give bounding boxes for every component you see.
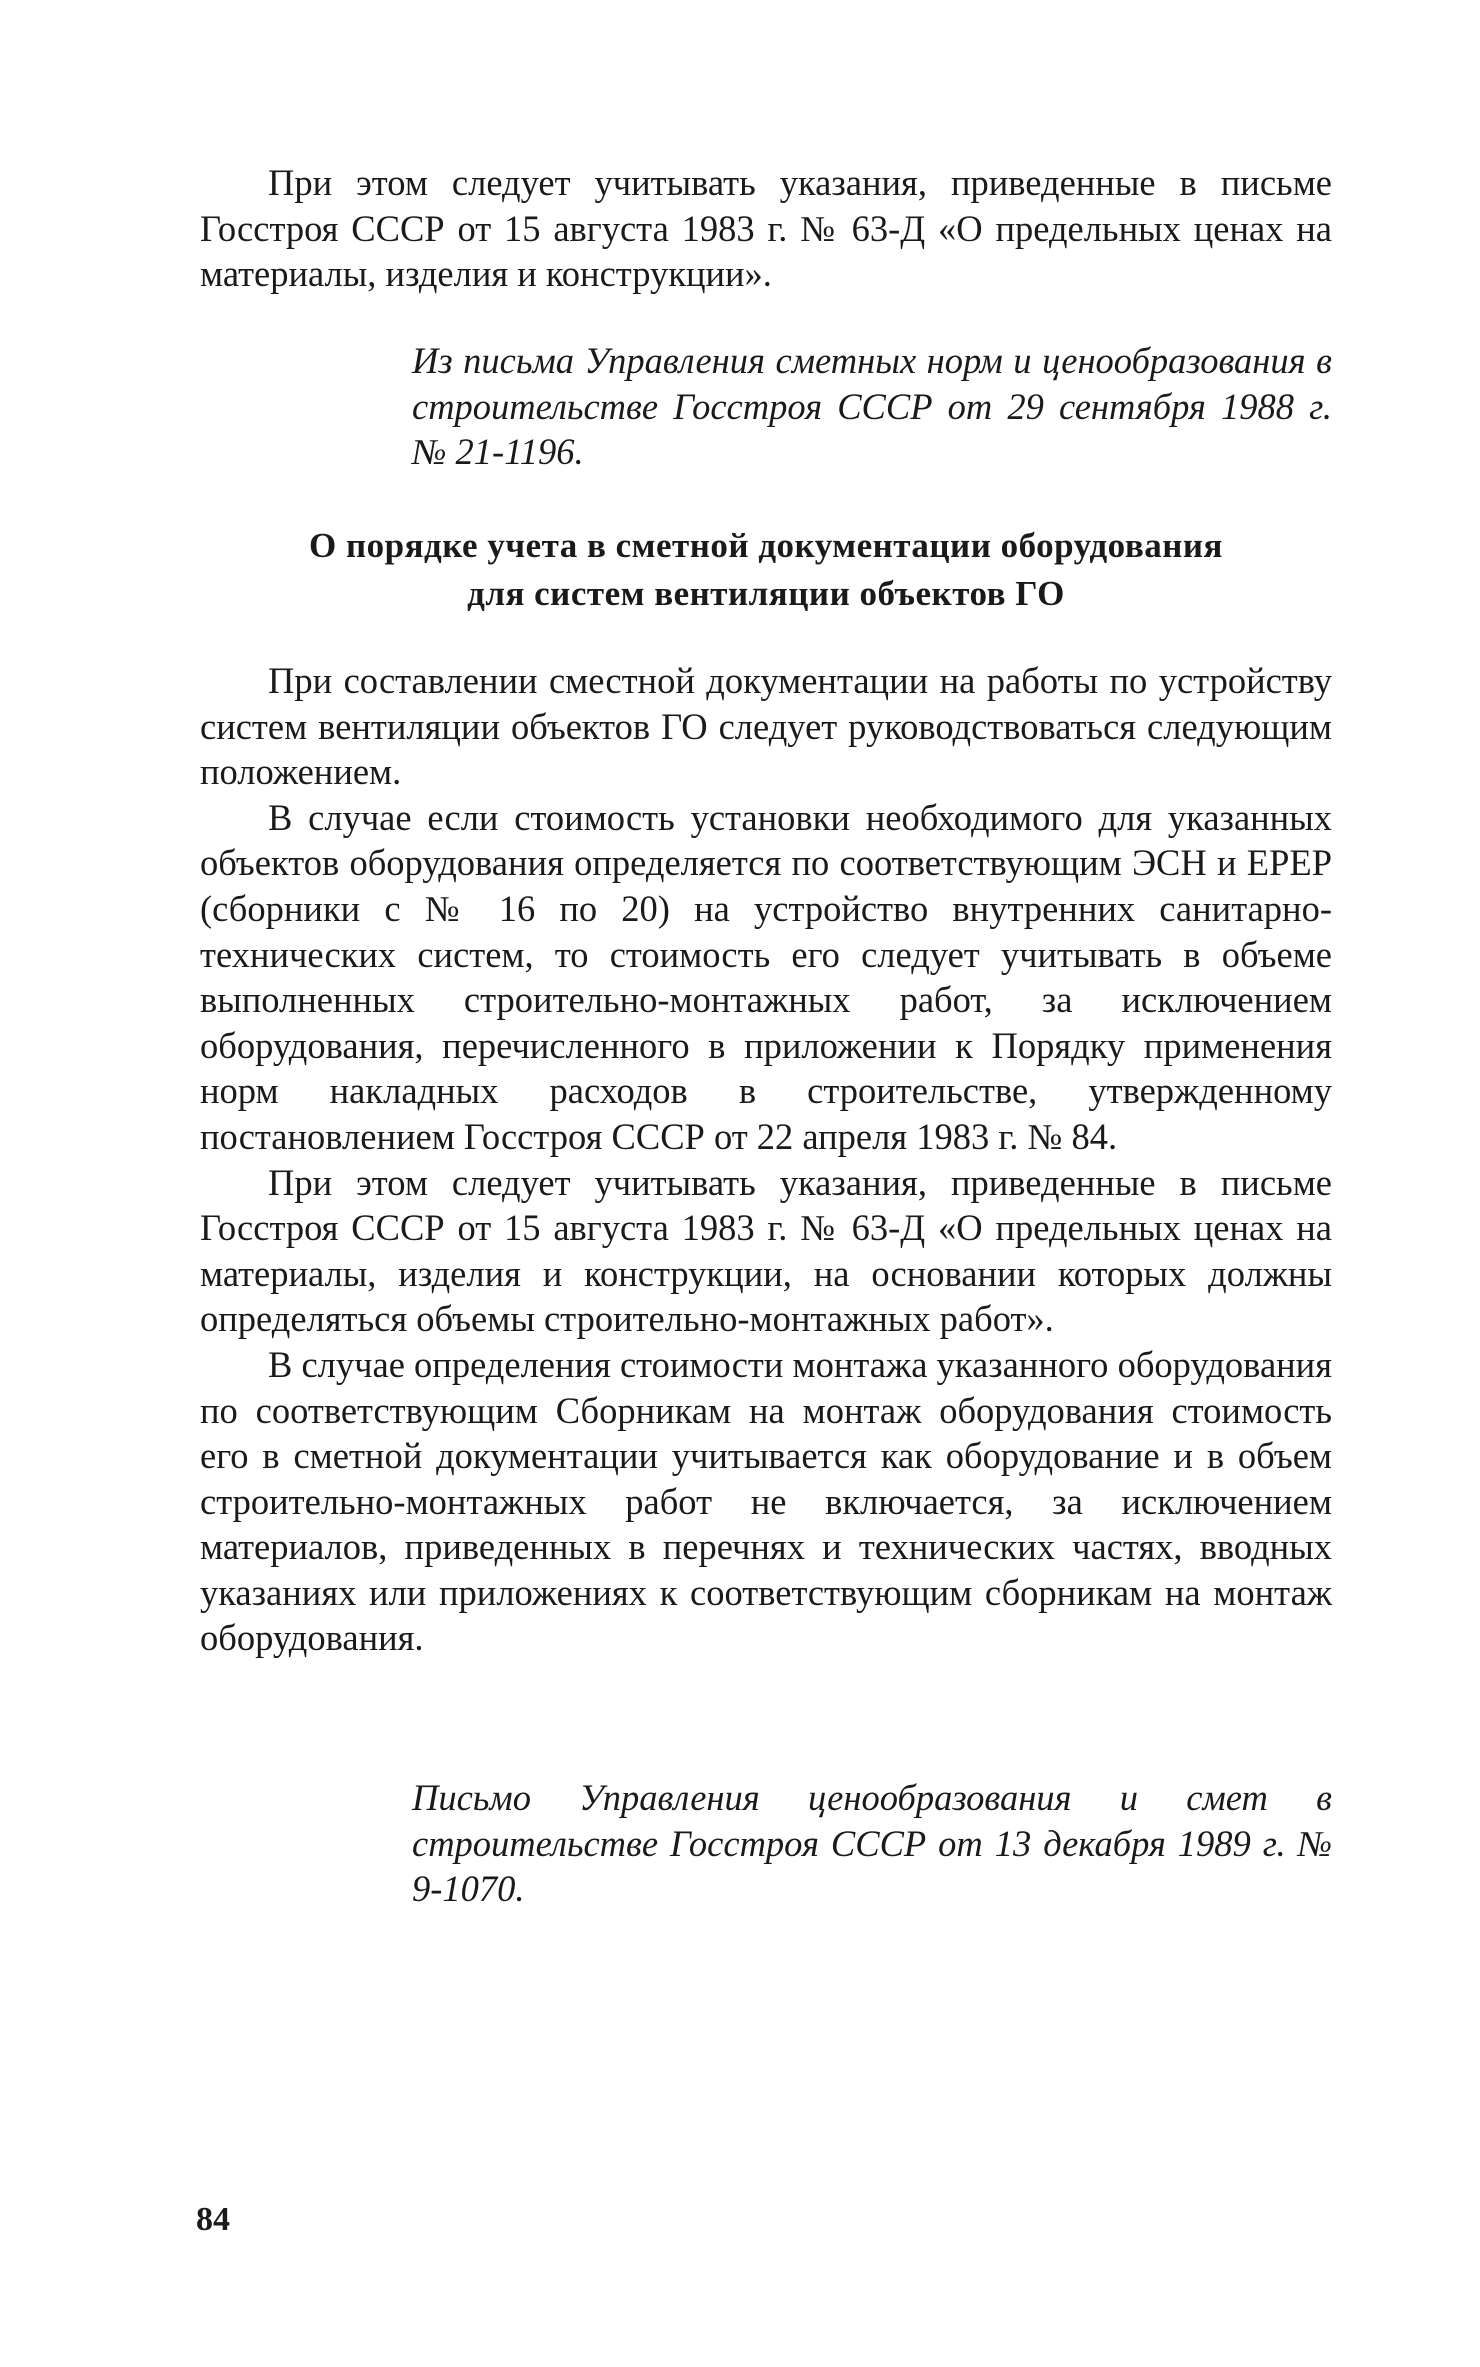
source-citation-1: Из письма Управления сметных норм и ценообразования в строительстве Госстроя СССР от 29 сентября 1988 г. № 21-1196.	[412, 340, 1332, 473]
body-text	[200, 658, 1332, 1661]
body-paragraph-4: В случае определения стоимости монтажа указанного оборудования по соответствующим Сборникам на монтаж оборудования стоимость его в сметной документации учитывается как оборудование и в объем строительно-монтажных работ не включается, за исключением материалов, приведенных в перечнях и технических частях, вводных указаниях или приложениях к соответствующим сборникам на монтаж оборудования.	[200, 1343, 1332, 1659]
section-heading-line-1: О порядке учета в сметной документации оборудования	[309, 526, 1223, 565]
section-heading-line-2: для систем вентиляции объектов ГО	[467, 574, 1065, 613]
page-number: 84	[196, 2201, 230, 2238]
intro-block	[200, 160, 1332, 297]
section-heading	[200, 522, 1332, 618]
body-paragraph-1: При составлении сместной документации на работы по устройству систем вентиляции объектов ГО следует руководствоваться следующим положением.	[200, 660, 1332, 793]
body-paragraph-3: При этом следует учитывать указания, приведенные в письме Госстроя СССР от 15 августа 1983 г. № 63-Д «О предельных ценах на материалы, изделия и конструкции, на основании которых должны определяться объемы строительно-монтажных работ».	[200, 1161, 1332, 1340]
body-paragraph-2: В случае если стоимость установки необходимого для указанных объектов оборудования определяется по соответствующим ЭСН и ЕРЕР (сборники с № 16 по 20) на устройство внутренних санитарно-технических систем, то стоимость его следует учитывать в объеме выполненных строительно-монтажных работ, за исключением оборудования, перечисленного в приложении к Порядку применения норм накладных расходов в строительстве, утвержденному постановлением Госстроя СССР от 22 апреля 1983 г. № 84.	[200, 796, 1332, 1157]
intro-paragraph: При этом следует учитывать указания, приведенные в письме Госстроя СССР от 15 августа 1983 г. № 63-Д «О предельных ценах на материалы, изделия и конструкции».	[200, 162, 1332, 295]
source-citation-2: Письмо Управления ценообразования и смет в строительстве Госстроя СССР от 13 декабря 1989 г. № 9-1070.	[412, 1777, 1332, 1910]
